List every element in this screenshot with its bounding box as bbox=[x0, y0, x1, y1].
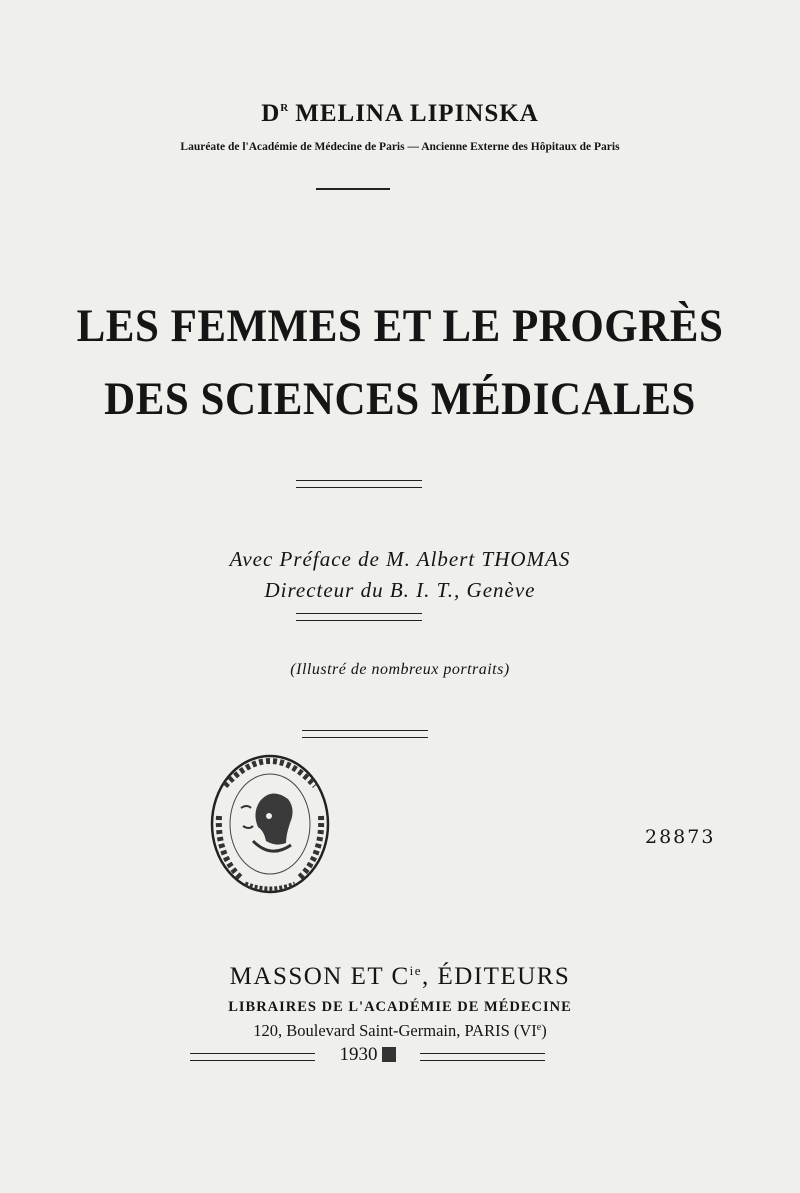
publisher-name-b: , ÉDITEURS bbox=[422, 963, 571, 990]
publisher-address-b: ) bbox=[541, 1021, 547, 1040]
library-stamp-icon bbox=[205, 746, 335, 896]
printer-mark-icon bbox=[382, 1047, 396, 1062]
preface-line-2: Directeur du B. I. T., Genève bbox=[264, 578, 536, 602]
publisher-address-sup: e bbox=[536, 1022, 542, 1033]
author-name-text: MELINA LIPINSKA bbox=[295, 100, 539, 127]
double-rule-2 bbox=[296, 613, 422, 621]
illustration-note: (Illustré de nombreux portraits) bbox=[290, 661, 510, 678]
publisher-subtitle: LIBRAIRES DE L'ACADÉMIE DE MÉDECINE bbox=[228, 999, 572, 1015]
year-rule-right bbox=[420, 1053, 545, 1061]
shelfmark-number: 28873 bbox=[645, 826, 716, 848]
author-name bbox=[0, 100, 800, 128]
publisher-address-a: 120, Boulevard Saint-Germain, PARIS (VI bbox=[253, 1021, 537, 1040]
publisher-name bbox=[0, 963, 800, 991]
double-rule-1 bbox=[296, 480, 422, 488]
preface-line-1: Avec Préface de M. Albert THOMAS bbox=[229, 547, 571, 571]
publisher-name-a: MASSON ET C bbox=[229, 963, 410, 990]
book-title-line-1: LES FEMMES ET LE PROGRÈS bbox=[76, 301, 724, 352]
author-prefix: D bbox=[261, 100, 281, 127]
book-title-line-2: DES SCIENCES MÉDICALES bbox=[104, 374, 696, 425]
year-row bbox=[190, 1044, 545, 1070]
author-prefix-sup: R bbox=[280, 102, 290, 114]
double-rule-3 bbox=[302, 730, 428, 738]
author-credentials: Lauréate de l'Académie de Médecine de Paris — Ancienne Externe des Hôpitaux de Paris bbox=[180, 141, 620, 153]
divider-short bbox=[316, 188, 390, 190]
publication-year-text: 1930 bbox=[339, 1044, 378, 1065]
publisher-name-sup: ie bbox=[409, 963, 423, 978]
publisher-address bbox=[0, 1021, 800, 1041]
